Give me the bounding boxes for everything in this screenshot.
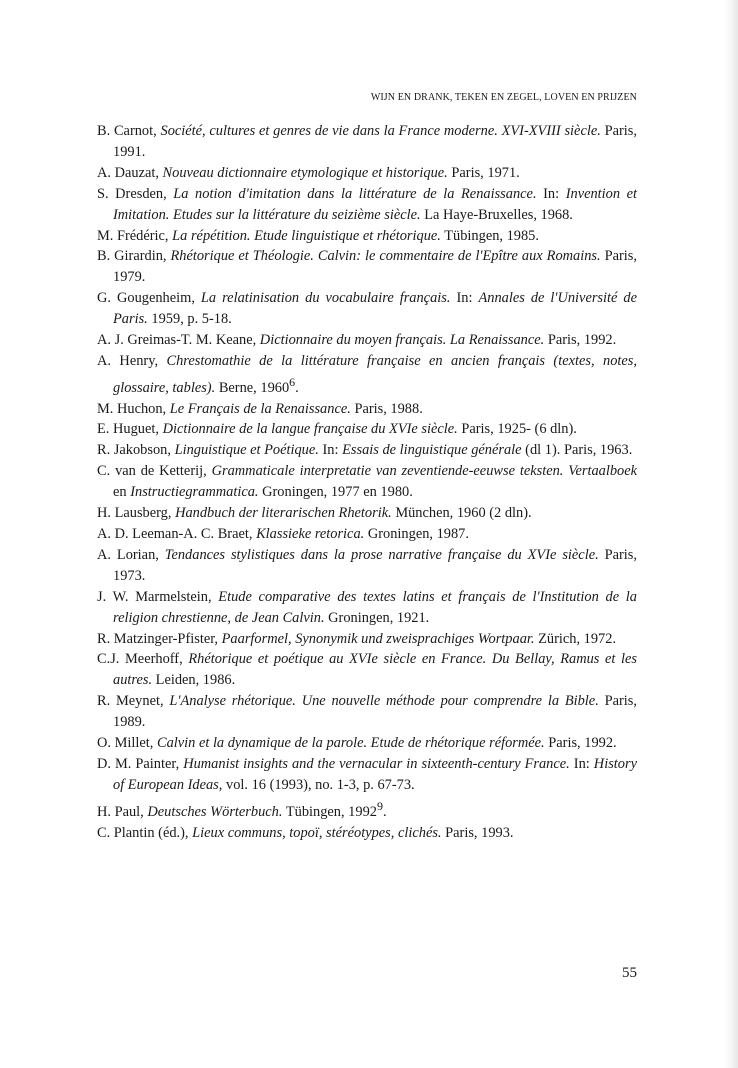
bibliography-entry: B. Carnot, Société, cultures et genres de vie dans la France moderne. XVI-XVIII siècle. Paris, 1991. [97,123,637,160]
bibliography-entry: H. Lausberg, Handbuch der literarischen Rhetorik. München, 1960 (2 dln). [97,505,532,522]
bibliography-entry: R. Matzinger-Pfister, Paarformel, Synonymik und zweisprachiges Wortpaar. Zürich, 1972. [97,630,617,647]
bibliography-entry: O. Millet, Calvin et la dynamique de la parole. Etude de rhétorique réformée. Paris, 1992. [97,735,617,752]
bibliography-entry: A. Henry, Chrestomathie de la littérature française en ancien français (textes, notes, glossaire, tables). Berne, 1960$^6$. [97,352,637,396]
bibliography-entry: J. W. Marmelstein, Etude comparative des textes latins et français de l'Institution de la religion chrestienne, de Jean Calvin. Groningen, 1921. [97,588,637,626]
bibliography-entry: M. Frédéric, La répétition. Etude linguistique et rhétorique. Tübingen, 1985. [97,227,539,244]
bibliography-entry: D. M. Painter, Humanist insights and the vernacular in sixteenth-century France. In: History of European Ideas, vol. 16 (1993), no. 1-3, p. 67-73. [97,755,637,793]
bibliography-entry: G. Gougenheim, La relatinisation du vocabulaire français. In: Annales de l'Université de Paris. 1959, p. 5-18. [97,290,637,328]
bibliography-entry: R. Meynet, L'Analyse rhétorique. Une nouvelle méthode pour comprendre la Bible. Paris, 1989. [97,693,637,731]
bibliography-entry: R. Jakobson, Linguistique et Poétique. In: Essais de linguistique générale (dl 1). Paris, 1963. [97,442,633,459]
bibliography-entry: A. Dauzat, Nouveau dictionnaire etymologique et historique. Paris, 1971. [97,164,520,181]
bibliography-entry: E. Huguet, Dictionnaire de la langue française du XVIe siècle. Paris, 1925- (6 dln). [97,421,577,438]
bibliography-entry: A. D. Leeman-A. C. Braet, Klassieke retorica. Groningen, 1987. [97,526,469,543]
bibliography-entry: C. van de Ketterij, Grammaticale interpretatie van zeventiende-eeuwse teksten. Vertaalboek en Instructiegrammatica. Groningen, 1977 en 1980. [97,463,637,501]
bibliography-entry: C. Plantin (éd.), Lieux communs, topoï, stéréotypes, clichés. Paris, 1993. [97,824,514,841]
edition-superscript: 6 [289,374,296,389]
bibliography-list [97,121,637,843]
bibliography-entry: A. Lorian, Tendances stylistiques dans la prose narrative française du XVIe siècle. Paris, 1973. [97,546,637,584]
bibliography-entry: H. Paul, Deutsches Wörterbuch. Tübingen, 1992$^9$. [97,798,387,820]
running-header: WIJN EN DRANK, TEKEN EN ZEGEL, LOVEN EN PRIJZEN [370,92,637,103]
bibliography-entry: A. J. Greimas-T. M. Keane, Dictionnaire du moyen français. La Renaissance. Paris, 1992. [97,332,617,349]
page-edge-shadow [724,0,738,1068]
bibliography-entry: B. Girardin, Rhétorique et Théologie. Calvin: le commentaire de l'Epître aux Romains. Paris, 1979. [97,248,637,286]
bibliography-entry: C.J. Meerhoff, Rhétorique et poétique au XVIe siècle en France. Du Bellay, Ramus et les autres. Leiden, 1986. [97,651,637,689]
page-number: 55 [622,965,637,981]
bibliography-entry: S. Dresden, La notion d'imitation dans la littérature de la Renaissance. In: Invention et Imitation. Etudes sur la littérature du seizième siècle. La Haye-Bruxelles, 1968. [97,185,637,223]
edition-superscript: 9 [376,798,383,813]
bibliography-entry: M. Huchon, Le Français de la Renaissance. Paris, 1988. [97,400,423,417]
